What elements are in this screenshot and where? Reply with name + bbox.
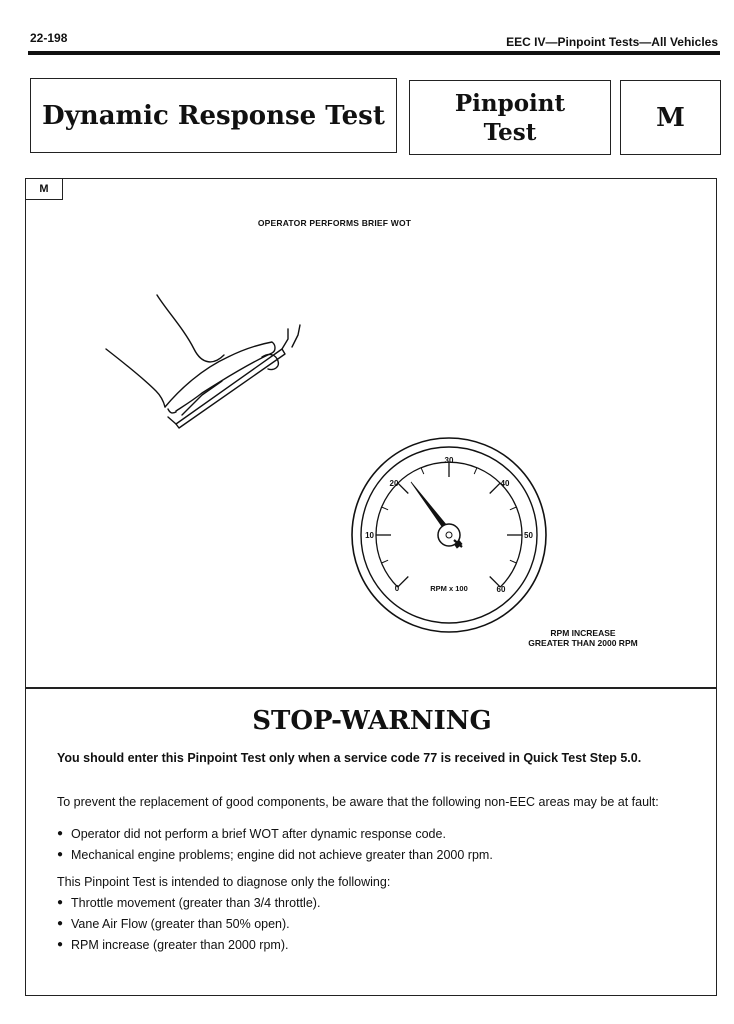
tick-0	[398, 577, 409, 588]
gauge-needle	[411, 482, 462, 548]
tick-40	[490, 483, 501, 494]
figure-caption-rpm	[493, 628, 673, 648]
pinpoint-label-line2: Test	[483, 118, 537, 146]
header-rule	[28, 51, 720, 55]
fault-list	[57, 827, 697, 869]
test-title-box	[30, 78, 397, 153]
gauge-label-50: 50	[524, 531, 533, 540]
pinpoint-test-box	[409, 80, 611, 155]
running-title: EEC IV—Pinpoint Tests—All Vehicles	[506, 35, 718, 49]
gauge-label-0: 0	[394, 584, 400, 593]
gauge-label-20: 20	[389, 479, 399, 488]
gauge-label-10: 10	[365, 531, 374, 540]
section-tag: M	[26, 179, 63, 200]
tick-20	[398, 483, 409, 494]
intended-list	[57, 896, 697, 959]
warning-intro: You should enter this Pinpoint Test only when a service code 77 is received in Quick Test Step 5.0.	[57, 751, 642, 765]
list-item: ● Throttle movement (greater than 3/4 throttle).	[57, 896, 697, 917]
foot-on-pedal-illustration	[106, 295, 300, 428]
gauge-label-30: 30	[444, 456, 454, 465]
rpm-caption-line1: RPM INCREASE	[550, 628, 616, 638]
list-item: ● Vane Air Flow (greater than 50% open).	[57, 917, 697, 938]
gauge-label-60: 60	[496, 585, 506, 594]
test-title: Dynamic Response Test	[42, 100, 385, 131]
rpm-caption-line2: GREATER THAN 2000 RPM	[528, 638, 638, 648]
warning-heading: STOP-WARNING	[252, 706, 492, 736]
page-number: 22-198	[30, 31, 68, 45]
test-letter-box	[620, 80, 721, 155]
pinpoint-label-line1: Pinpoint	[454, 89, 566, 117]
list-item: ● Mechanical engine problems; engine did not achieve greater than 2000 rpm.	[57, 848, 697, 869]
gauge-unit-label: RPM x 100	[430, 584, 468, 593]
intended-paragraph: This Pinpoint Test is intended to diagnose only the following:	[57, 875, 391, 889]
tachometer-gauge	[352, 438, 546, 632]
figure-illustration	[26, 179, 718, 687]
fault-paragraph: To prevent the replacement of good components, be aware that the following non-EEC areas may be at fault:	[57, 795, 659, 809]
list-item: ● RPM increase (greater than 2000 rpm).	[57, 938, 697, 959]
test-letter: M	[656, 102, 685, 133]
gauge-label-40: 40	[500, 479, 510, 488]
list-item: ● Operator did not perform a brief WOT after dynamic response code.	[57, 827, 697, 848]
main-frame	[25, 178, 717, 996]
figure-caption-top: OPERATOR PERFORMS BRIEF WOT	[257, 218, 412, 228]
section-divider	[26, 687, 716, 689]
minor-ticks	[382, 468, 517, 563]
